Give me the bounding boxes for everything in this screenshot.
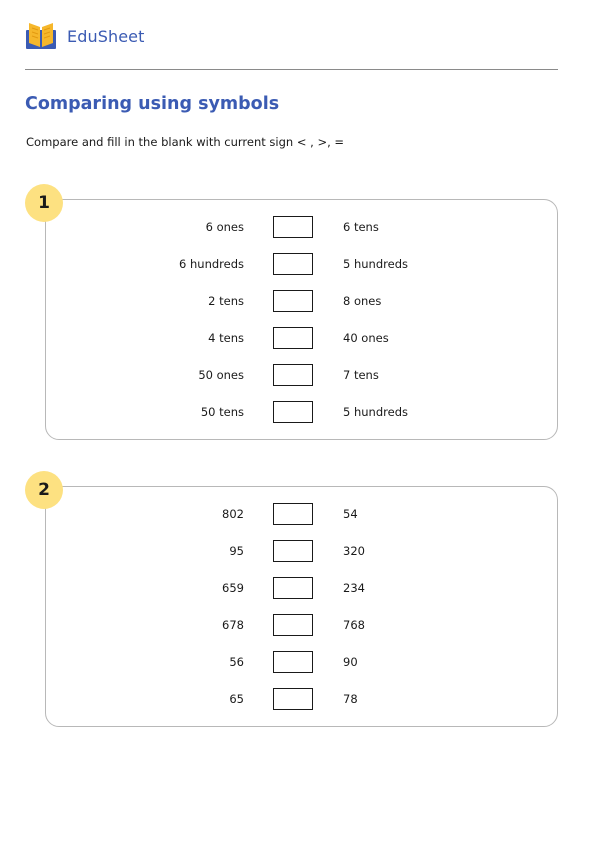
right-quantity: 5 hundreds (343, 405, 408, 419)
right-quantity: 234 (343, 581, 365, 595)
left-quantity: 95 (229, 544, 244, 558)
right-quantity: 320 (343, 544, 365, 558)
right-quantity: 78 (343, 692, 358, 706)
left-quantity: 65 (229, 692, 244, 706)
answer-box[interactable] (273, 327, 313, 349)
left-quantity: 4 tens (208, 331, 244, 345)
right-quantity: 768 (343, 618, 365, 632)
comparison-row (46, 651, 557, 673)
left-quantity: 50 tens (200, 405, 244, 419)
answer-box[interactable] (273, 540, 313, 562)
left-quantity: 2 tens (208, 294, 244, 308)
comparison-row (46, 216, 557, 238)
right-quantity: 90 (343, 655, 358, 669)
answer-box[interactable] (273, 503, 313, 525)
right-quantity: 7 tens (343, 368, 379, 382)
right-quantity: 8 ones (343, 294, 382, 308)
left-quantity: 802 (222, 507, 244, 521)
question-section-1 (45, 199, 558, 440)
instructions: Compare and fill in the blank with current sign < , >, = (26, 135, 345, 149)
comparison-row (46, 503, 557, 525)
question-number-badge: 1 (25, 184, 63, 222)
right-quantity: 54 (343, 507, 358, 521)
comparison-row (46, 688, 557, 710)
right-quantity: 40 ones (343, 331, 389, 345)
comparison-row (46, 290, 557, 312)
left-quantity: 659 (222, 581, 244, 595)
answer-box[interactable] (273, 216, 313, 238)
question-section-2 (45, 486, 558, 727)
answer-box[interactable] (273, 253, 313, 275)
answer-box[interactable] (273, 290, 313, 312)
answer-box[interactable] (273, 364, 313, 386)
comparison-row (46, 364, 557, 386)
left-quantity: 6 ones (205, 220, 244, 234)
answer-box[interactable] (273, 577, 313, 599)
left-quantity: 50 ones (198, 368, 244, 382)
open-book-icon (25, 20, 57, 52)
right-quantity: 6 tens (343, 220, 379, 234)
comparison-row (46, 327, 557, 349)
header (25, 20, 144, 52)
comparison-row (46, 253, 557, 275)
right-quantity: 5 hundreds (343, 257, 408, 271)
answer-box[interactable] (273, 401, 313, 423)
left-quantity: 56 (229, 655, 244, 669)
comparison-row (46, 577, 557, 599)
left-quantity: 6 hundreds (179, 257, 244, 271)
left-quantity: 678 (222, 618, 244, 632)
page-title: Comparing using symbols (25, 94, 280, 114)
comparison-row (46, 540, 557, 562)
comparison-row (46, 401, 557, 423)
comparison-row (46, 614, 557, 636)
answer-box[interactable] (273, 651, 313, 673)
header-divider (25, 69, 558, 70)
answer-box[interactable] (273, 614, 313, 636)
question-number-badge: 2 (25, 471, 63, 509)
brand-name: EduSheet (67, 26, 145, 46)
answer-box[interactable] (273, 688, 313, 710)
